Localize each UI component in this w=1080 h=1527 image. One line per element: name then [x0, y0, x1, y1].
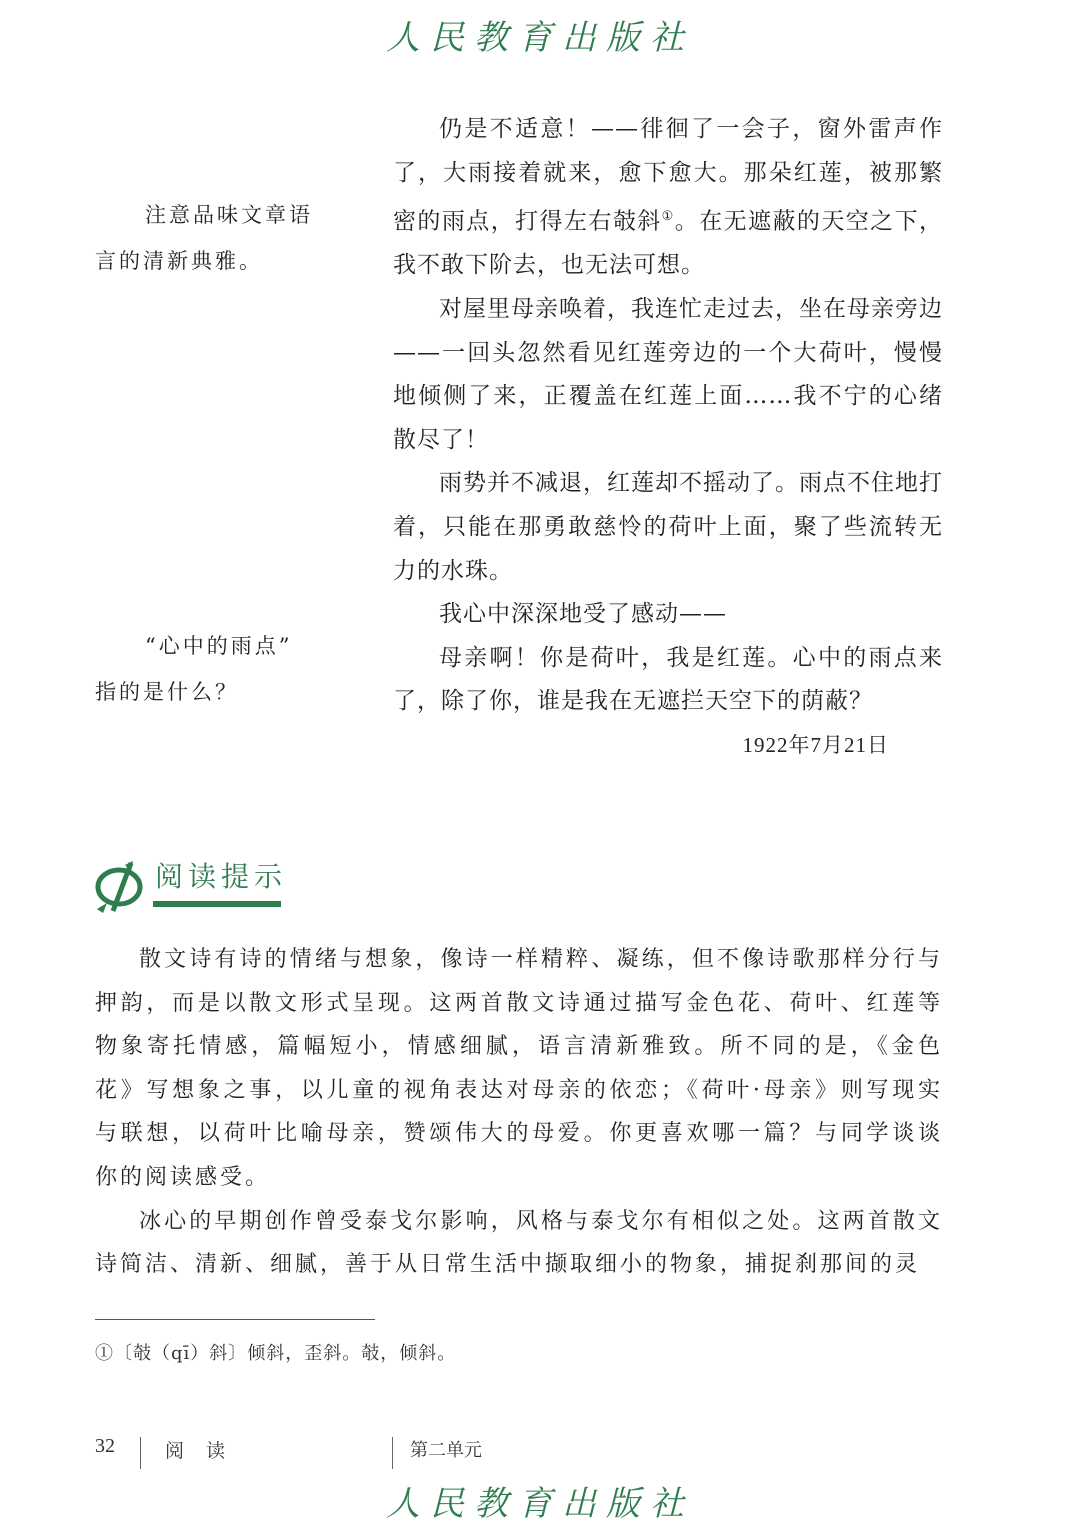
- poem-date: 1922年7月21日: [742, 732, 889, 757]
- poem-paragraph: [393, 108, 943, 288]
- footer-divider: [140, 1437, 141, 1469]
- side-note-line: 言的清新典雅。: [95, 249, 263, 273]
- publisher-logo-bottom: 人民教育出版社: [386, 1484, 694, 1524]
- side-note-raindrops: [95, 623, 330, 715]
- poem-text-span: 仍是不适意！——徘徊了一会子，窗外雷声作了，大雨接着就来，愈下愈大。那朵红莲，被那繁密的雨点，打得左右攲斜: [393, 116, 943, 235]
- footnote: ①〔攲（qī）斜〕倾斜，歪斜。攲，倾斜。: [95, 1343, 457, 1364]
- footnote-marker[interactable]: ①: [661, 209, 675, 225]
- side-note-language: [95, 192, 330, 284]
- reading-tips-body: [95, 938, 943, 1287]
- side-note-line: 注意品味文章语: [145, 203, 313, 227]
- reading-tips-paragraph: 散文诗有诗的情绪与想象，像诗一样精粹、凝练，但不像诗歌那样分行与押韵，而是以散文形式呈现。这两首散文诗通过描写金色花、荷叶、红莲等物象寄托情感，篇幅短小，情感细腻，语言清新雅致。所不同的是，《金色花》写想象之事，以儿童的视角表达对母亲的依恋；《荷叶·母亲》则写现实与联想，以荷叶比喻母亲，赞颂伟大的母爱。你更喜欢哪一篇？与同学谈谈你的阅读感受。: [95, 947, 943, 1190]
- poem-text-span: 。在无遮蔽的天空之下，我不敢下阶去，也无法可想。: [393, 208, 944, 279]
- publisher-logo-top: 人民教育出版社: [386, 18, 694, 58]
- reading-tips-underline: [153, 901, 281, 907]
- side-note-line: “心中的雨点”: [145, 634, 293, 658]
- poem-paragraph: 母亲啊！你是荷叶，我是红莲。心中的雨点来了，除了你，谁是我在无遮拦天空下的荫蔽？: [393, 644, 943, 715]
- footer-unit: 第二单元: [410, 1440, 482, 1461]
- footer-divider: [392, 1437, 393, 1469]
- reading-tips-title: 阅读提示: [155, 860, 288, 893]
- poem-paragraph: 我心中深深地受了感动——: [439, 601, 727, 628]
- reading-tips-paragraph: 冰心的早期创作曾受泰戈尔影响，风格与泰戈尔有相似之处。这两首散文诗简洁、清新、细腻，善于从日常生活中撷取细小的物象，捕捉刹那间的灵: [95, 1208, 943, 1278]
- poem-text: [393, 108, 943, 768]
- page-number: 32: [95, 1435, 115, 1457]
- side-note-line: 指的是什么？: [95, 680, 239, 704]
- reading-tips-icon: [93, 859, 145, 915]
- footnote-divider: [95, 1319, 375, 1320]
- footer-section: 阅 读: [165, 1440, 234, 1462]
- poem-paragraph: 对屋里母亲唤着，我连忙走过去，坐在母亲旁边——一回头忽然看见红莲旁边的一个大荷叶，慢慢地倾侧了来，正覆盖在红莲上面……我不宁的心绪散尽了！: [393, 296, 943, 453]
- poem-paragraph: 雨势并不减退，红莲却不摇动了。雨点不住地打着，只能在那勇敢慈怜的荷叶上面，聚了些流转无力的水珠。: [393, 470, 943, 584]
